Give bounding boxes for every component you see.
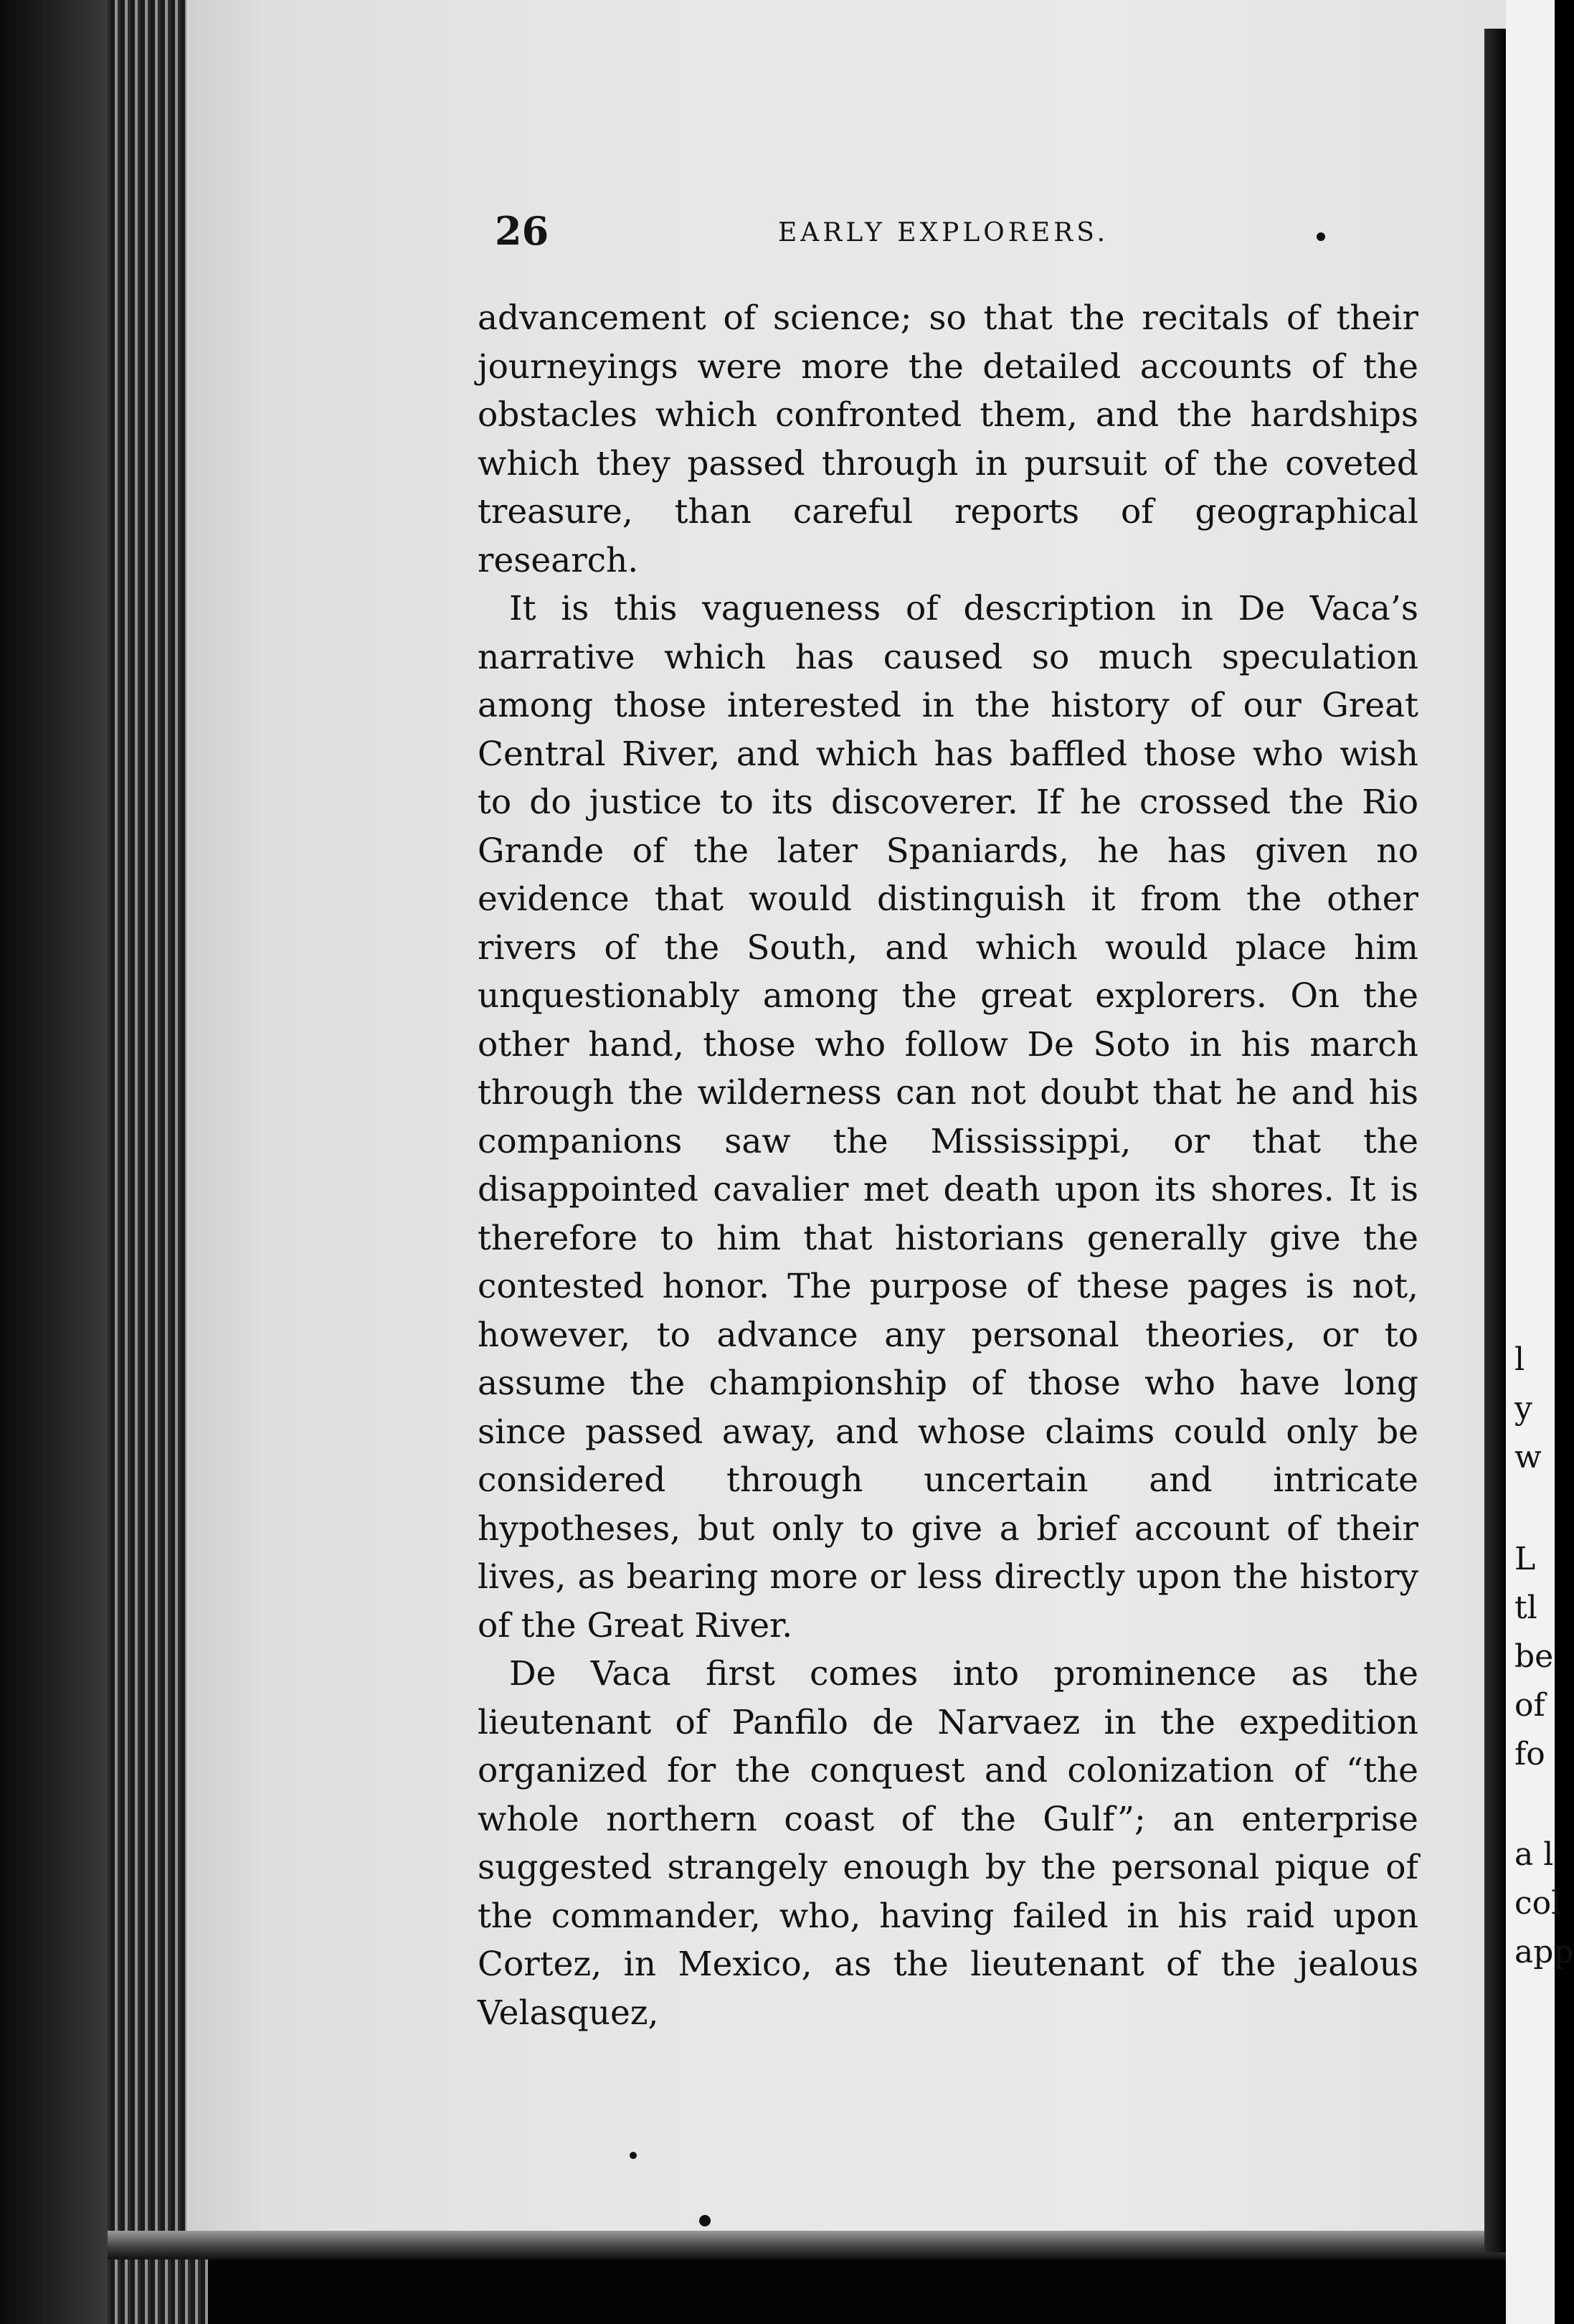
facing-fragment: a l: [1514, 1836, 1554, 1873]
facing-fragment: be: [1514, 1638, 1554, 1675]
paragraph: De Vaca first comes into prominence as the lieutenant of Panfilo de Narvaez in the expedition organized for the conquest and colonization of “the whole northern coast of the Gulf”; an enterprise suggested strangely enough by the personal pique of the commander, who, having failed in his raid upon Cortez, in Mexico, as the lieutenant of the jealous Velasquez,: [478, 1654, 1418, 2033]
paragraph: It is this vagueness of description in De Vaca’s narrative which has caused so much speculation among those interested in the history of our Great Central River, and which has baffled those who wish to do justice to its discoverer. If he crossed the Rio Grande of the later Spaniards, he has given no evidence that would distinguish it from the other rivers of the South, and which would place him unquestionably among the great explorers. On the other hand, those who follow De Soto in his march through the wilderness can not doubt that he and his companions saw the Mississippi, or that the disappointed cavalier met death upon its shores. It is therefore to him that historians generally give the contested honor. The purpose of these pages is not, however, to advance any personal theories, or to assume the championship of those who have long since passed away, and whose claims could only be considered through uncertain and intricate hypotheses, but only to give a brief account of their lives, as bearing more or less directly upon the history of the Great River.: [478, 589, 1418, 1645]
book-spine-shadow: [0, 0, 108, 2324]
scan-speck: [630, 2152, 637, 2159]
facing-fragment: fo: [1514, 1736, 1545, 1772]
gutter-shadow: [1484, 29, 1509, 2252]
facing-fragment: tl: [1514, 1590, 1537, 1626]
page-body: [478, 294, 1418, 2037]
paragraph: advancement of science; so that the recitals of their journeyings were more the detailed accounts of the obstacles which confronted them, and the hardships which they passed through in pursuit of the coveted treasure, than careful reports of geographical research.: [478, 298, 1418, 580]
scan-speck: [1317, 232, 1325, 241]
facing-fragment: y: [1514, 1390, 1532, 1427]
facing-fragment: of: [1514, 1687, 1545, 1724]
facing-fragment: w: [1514, 1439, 1542, 1475]
page-bottom-edge: [108, 2231, 1506, 2259]
running-head: EARLY EXPLORERS.: [778, 218, 1109, 247]
facing-fragment: col: [1514, 1885, 1562, 1922]
page-header: [495, 208, 1391, 265]
facing-fragment: L: [1514, 1541, 1536, 1577]
facing-fragment: l: [1514, 1341, 1525, 1378]
facing-fragment: app: [1514, 1934, 1574, 1970]
facing-page-text: [1514, 0, 1574, 2324]
page-number: 26: [495, 208, 549, 254]
scan-speck: [699, 2215, 711, 2226]
